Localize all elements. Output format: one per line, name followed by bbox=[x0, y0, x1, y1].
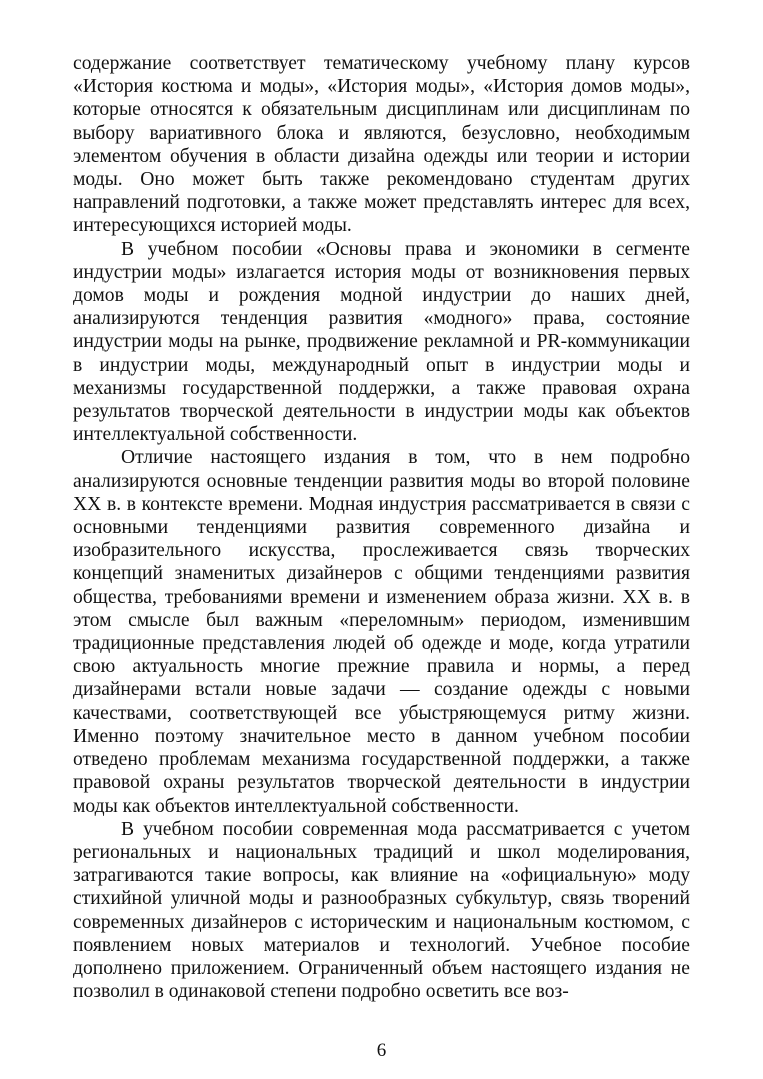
paragraph-edition-distinction: Отличие настоящего издания в том, что в нем подробно анализируются основные тенденции развития моды во второй половине XX в. в контексте времени. Модная индустрия рассматривается в связи с основными тенденциями развития современного дизайна и изобразительного искусства, прослеживается связь творческих концепций знаменитых дизайнеров с общими тенденциями развития общества, требованиями времени и изменением образа жизни. XX в. в этом смысле был важным «переломным» периодом, изменившим традиционные представления людей об одежде и моде, когда утратили свою актуальность многие прежние правила и нормы, а перед дизайнерами встали новые задачи — создание одежды с новыми качествами, соответствующей все убыстряющемуся ритму жизни. Именно поэтому значительное место в данном учебном пособии отведено проблемам механизма государственной поддержки, а также правовой охраны результатов творческой деятельности в индустрии моды как объектов интеллектуальной собственности. bbox=[73, 447, 690, 817]
paragraph-continuation: содержание соответствует тематическому учебному плану курсов «История костюма и моды», «История моды», «История домов моды», которые относятся к обязательным дисциплинам или дисциплинам по выбору вариативного блока и являются, безусловно, необходимым элементом обучения в области дизайна одежды или теории и истории моды. Оно может быть также рекомендовано студентам других направлений подготовки, а также может представлять интерес для всех, интересующихся историей моды. bbox=[73, 53, 690, 237]
paragraph-textbook-contents: В учебном пособии «Основы права и экономики в сегменте индустрии моды» излагается история моды от возникновения первых домов моды и рождения модной индустрии до наших дней, анализируются тенденция развития «модного» права, состояние индустрии моды на рынке, продвижение рекламной и PR-коммуникации в индустрии моды, международный опыт в индустрии моды и механизмы государственной поддержки, а также правовая охрана результатов творческой деятельности в индустрии моды как объектов интеллектуальной собственности. bbox=[73, 238, 690, 446]
paragraph-modern-fashion: В учебном пособии современная мода рассматривается с учетом региональных и национальных традиций и школ моделирования, затрагиваются такие вопросы, как влияние на «официальную» моду стихийной уличной моды и разнообразных субкультур, связь творений современных дизайнеров с историческим и национальным костюмом, с появлением новых материалов и технологий. Учебное пособие дополнено приложением. Ограниченный объем настоящего издания не позволил в одинаковой степени подробно осветить все воз- bbox=[73, 818, 690, 1003]
page-body bbox=[73, 52, 690, 1003]
page-number: 6 bbox=[376, 1040, 387, 1061]
